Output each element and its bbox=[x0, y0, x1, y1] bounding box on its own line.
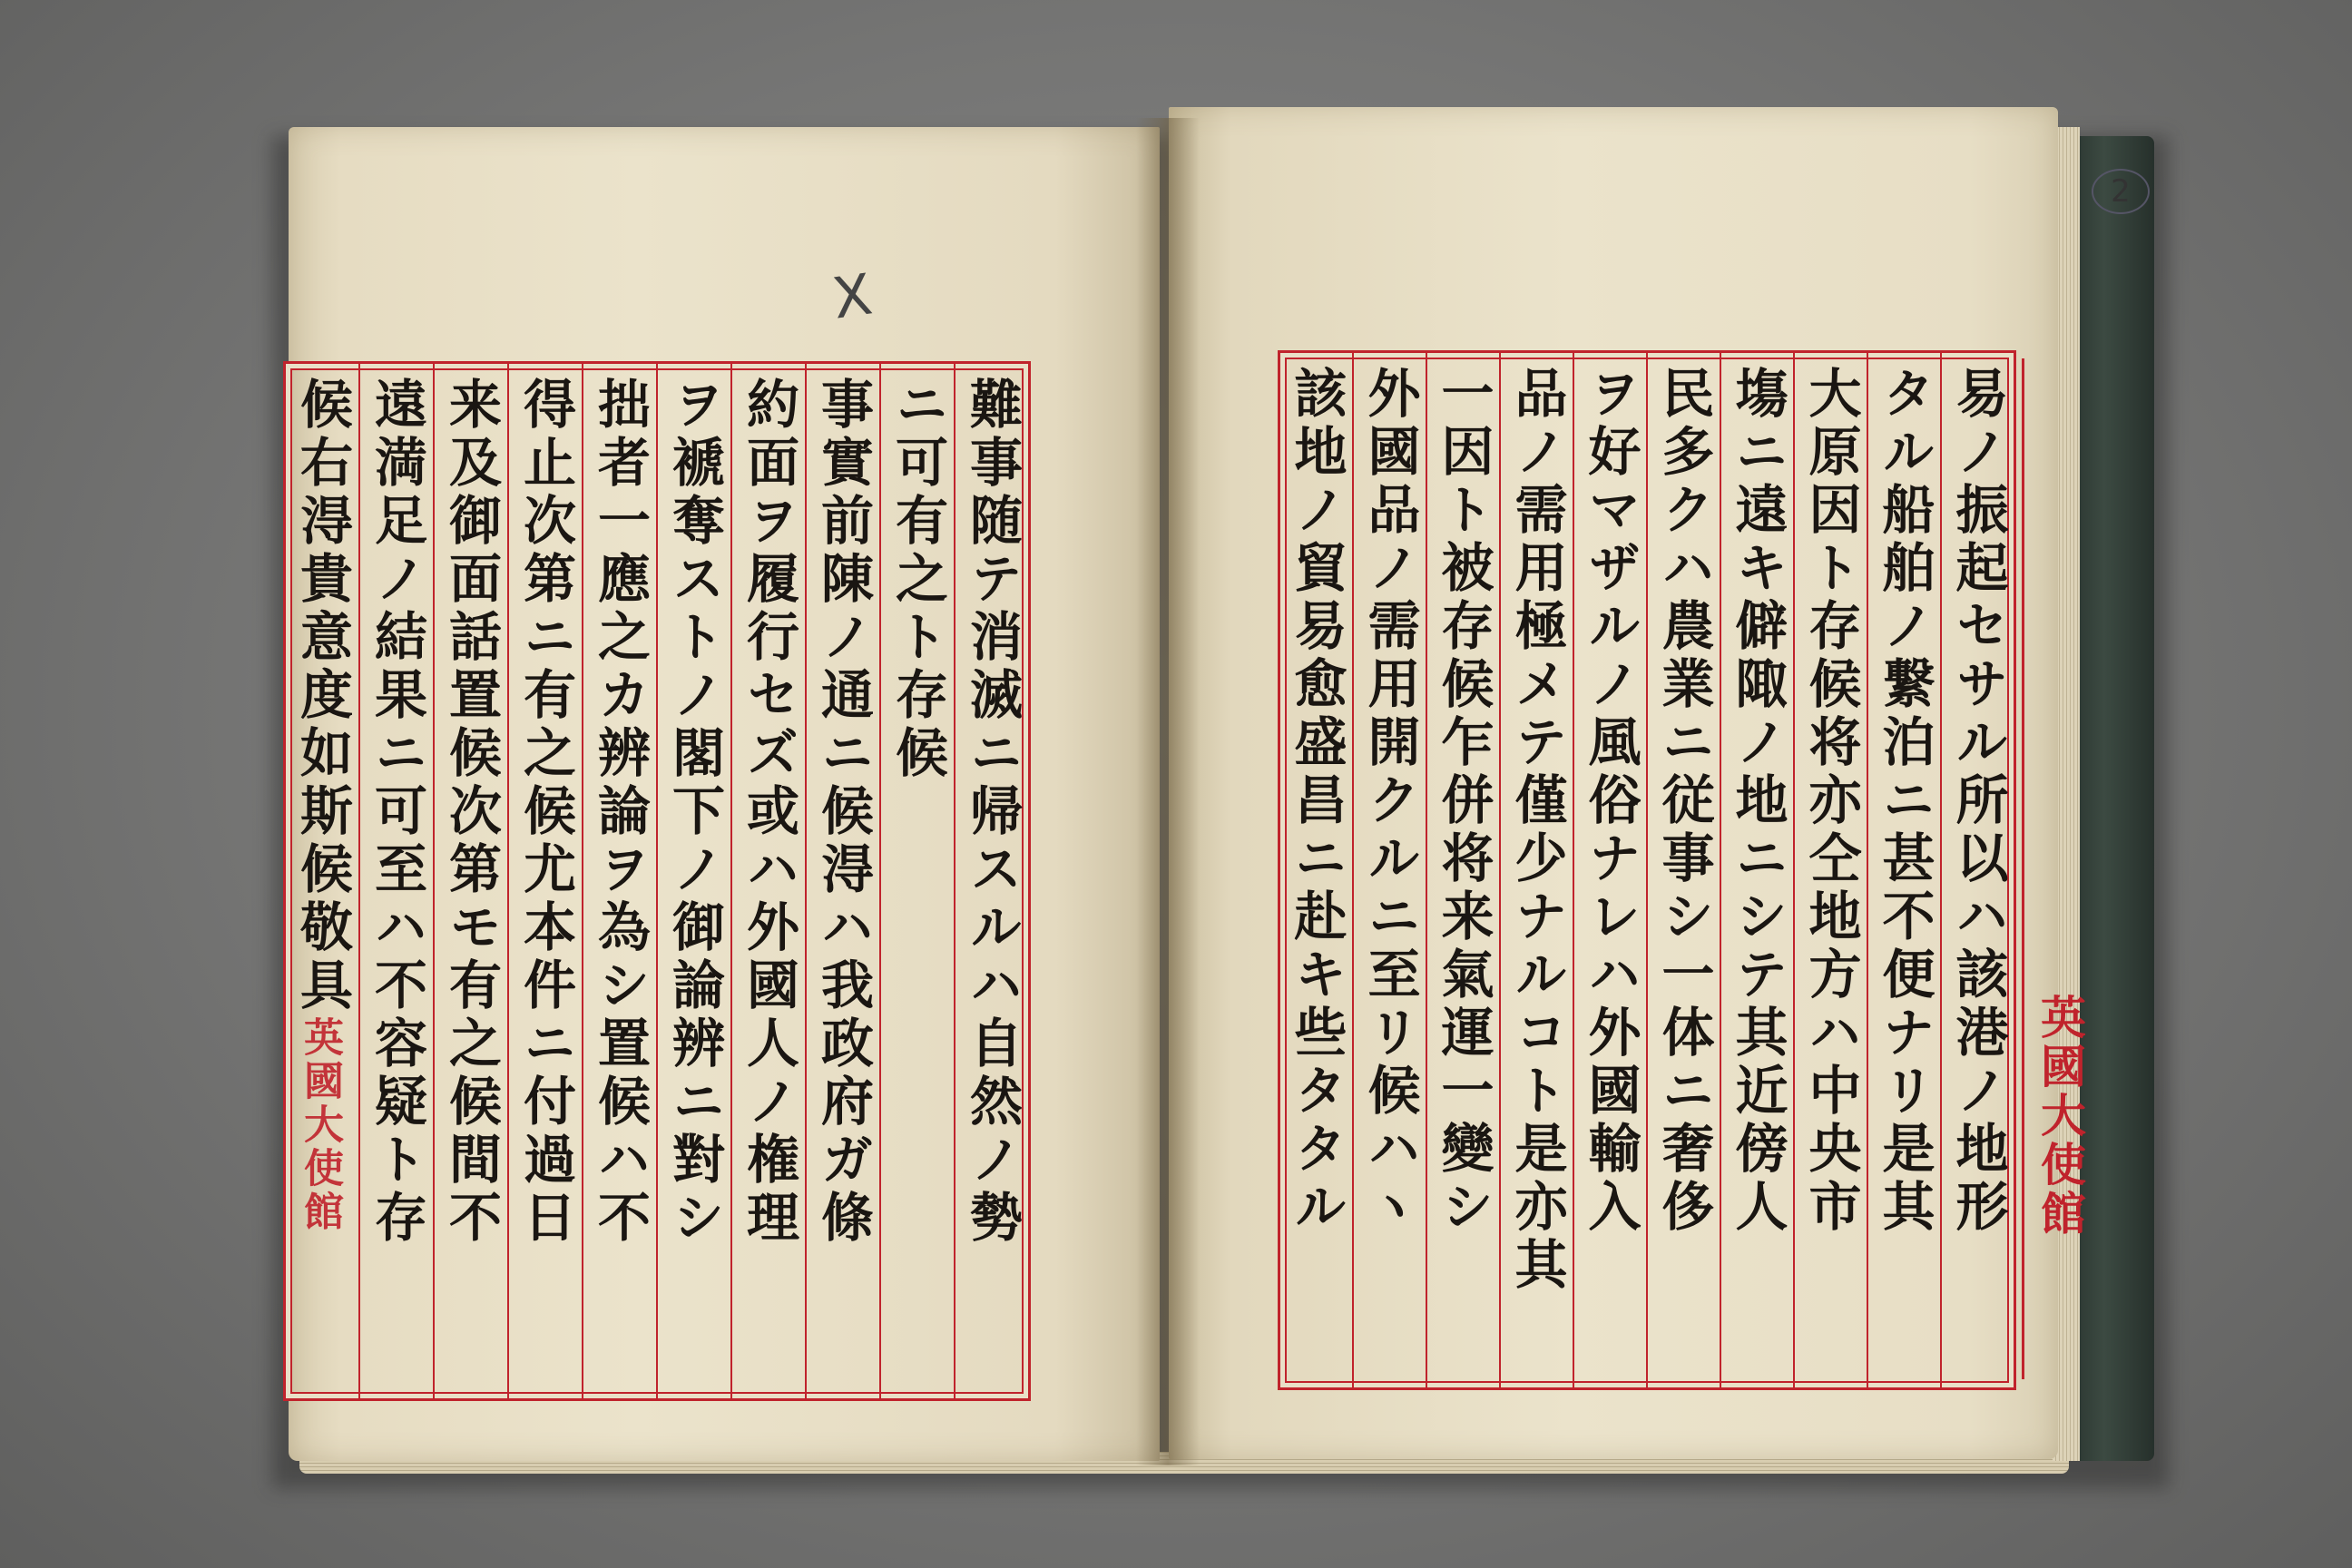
column-text: 来及御面話置候次第モ有之候間不 bbox=[440, 377, 502, 1248]
column-text: 該地ノ貿易愈盛昌ニ赴キ些タタル bbox=[1285, 366, 1348, 1237]
text-column bbox=[954, 364, 1028, 1398]
column-text: 約面ヲ履行セズ或ハ外國人ノ権理 bbox=[738, 377, 799, 1248]
text-column bbox=[1867, 353, 1940, 1387]
column-text: 得止次第ニ有之候尤本件ニ付過日 bbox=[514, 377, 576, 1248]
column-text: 民多クハ農業ニ従事シ一体ニ奢侈 bbox=[1652, 366, 1715, 1237]
text-column bbox=[1426, 353, 1499, 1387]
text-column bbox=[1646, 353, 1720, 1387]
right-text-frame bbox=[1278, 350, 2016, 1390]
column-text: ヲ好マザルノ風俗ナレハ外國輸入 bbox=[1579, 366, 1642, 1237]
column-text: ニ可有之ト存候 bbox=[887, 377, 948, 783]
pencil-mark: X bbox=[828, 260, 877, 332]
column-text: 遠満足ノ結果ニ可至ハ不容疑ト存 bbox=[366, 377, 427, 1248]
margin-rule bbox=[2022, 358, 2024, 1379]
column-text: 外國品ノ需用開クルニ至リ候ハヽ bbox=[1358, 366, 1421, 1237]
book-gutter bbox=[1136, 118, 1200, 1465]
column-text: ヲ褫奪ストノ閣下ノ御論辨ニ對シ bbox=[663, 377, 725, 1248]
column-text: 難事随テ消滅ニ帰スルハ自然ノ勢 bbox=[961, 377, 1023, 1248]
text-column bbox=[656, 364, 730, 1398]
column-text: 易ノ振起セサル所以ハ該港ノ地形 bbox=[1946, 366, 2009, 1237]
text-column bbox=[730, 364, 805, 1398]
text-column bbox=[358, 364, 433, 1398]
embassy-stamp: 英國大使館 bbox=[2034, 994, 2086, 1239]
text-column bbox=[1352, 353, 1426, 1387]
page-number: 2 bbox=[2092, 169, 2150, 214]
embassy-stamp: 英國大使館 bbox=[297, 1016, 343, 1234]
column-text: 拙者一應之カ辨論ヲ為シ置候ハ不 bbox=[589, 377, 651, 1248]
column-text: 候右淂貴意度如斯候敬具 bbox=[291, 377, 353, 1015]
text-column bbox=[507, 364, 582, 1398]
left-text-frame bbox=[283, 361, 1031, 1401]
text-column bbox=[582, 364, 656, 1398]
column-text: 大原因ト存候将亦仝地方ハ中央市 bbox=[1799, 366, 1862, 1237]
column-text: 品ノ需用極メテ僅少ナルコト是亦其 bbox=[1505, 366, 1568, 1295]
book-cover bbox=[2071, 136, 2154, 1461]
text-column bbox=[433, 364, 507, 1398]
text-column bbox=[1499, 353, 1573, 1387]
text-column bbox=[286, 364, 358, 1398]
text-column bbox=[805, 364, 879, 1398]
text-column bbox=[1280, 353, 1352, 1387]
text-column bbox=[1720, 353, 1793, 1387]
text-column bbox=[1793, 353, 1867, 1387]
text-column bbox=[1940, 353, 2014, 1387]
column-text: 塲ニ遠キ僻陬ノ地ニシテ其近傍人 bbox=[1726, 366, 1788, 1237]
column-text: 事實前陳ノ通ニ候淂ハ我政府ガ條 bbox=[812, 377, 874, 1248]
column-text: 一因ト被存候乍併将来氣運一變シ bbox=[1432, 366, 1494, 1237]
text-column bbox=[1573, 353, 1646, 1387]
column-text: タル船舶ノ繋泊ニ甚不便ナリ是其 bbox=[1873, 366, 1936, 1237]
text-column bbox=[879, 364, 954, 1398]
